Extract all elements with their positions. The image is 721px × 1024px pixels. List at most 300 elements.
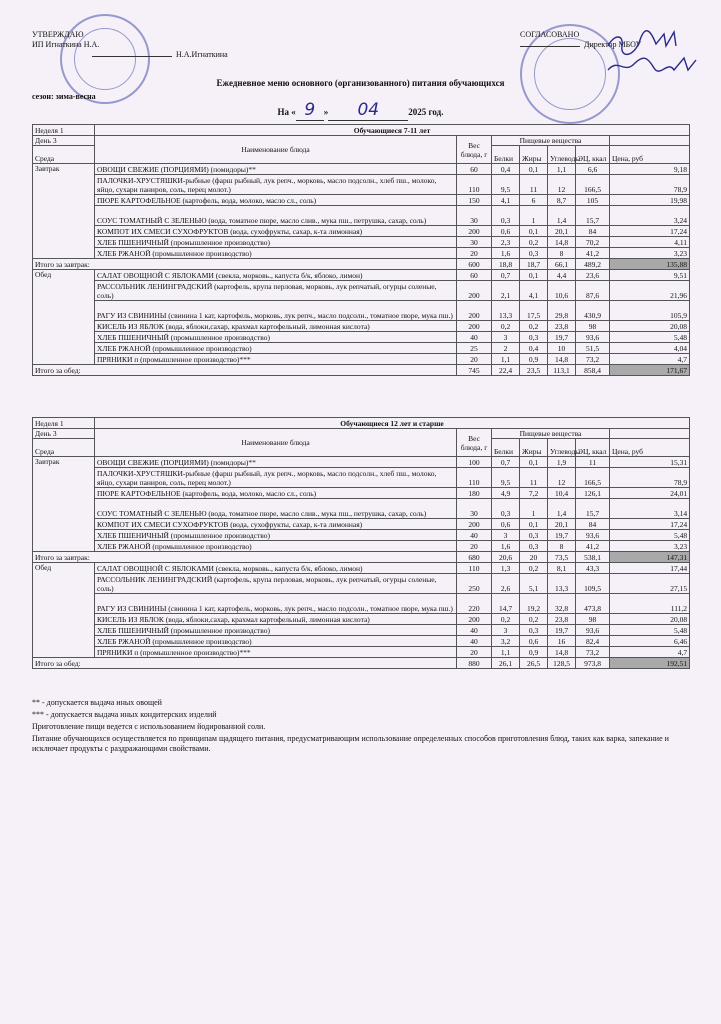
dish-fat: 0,3 (520, 530, 548, 541)
dish-energy: 93,6 (576, 625, 610, 636)
dish-weight: 20 (457, 541, 492, 552)
dish-protein: 4,1 (492, 195, 520, 206)
dish-fat: 0,2 (520, 237, 548, 248)
col-protein-header: Белки (492, 146, 520, 164)
dish-protein: 14,7 (492, 594, 520, 614)
table-row (33, 281, 690, 301)
total-fat: 23,5 (520, 365, 548, 376)
col-carb-header: Углеводы (548, 439, 576, 457)
dish-energy: 166,5 (576, 468, 610, 488)
dish-name: ХЛЕБ ПШЕНИЧНЫЙ (промышленное производство) (95, 237, 457, 248)
dish-protein: 1,3 (492, 563, 520, 574)
total-row (33, 365, 690, 376)
table-row (33, 301, 690, 321)
dish-weight: 200 (457, 321, 492, 332)
dish-fat: 0,3 (520, 248, 548, 259)
total-protein: 26,1 (492, 658, 520, 669)
dish-protein: 9,5 (492, 468, 520, 488)
dish-name: ОВОЩИ СВЕЖИЕ (ПОРЦИЯМИ) (помидоры)** (95, 164, 457, 175)
week-label: Неделя 1 (33, 125, 95, 136)
dish-name: ПЮРЕ КАРТОФЕЛЬНОЕ (картофель, вода, молоко, масло сл., соль) (95, 488, 457, 499)
weekday-label: Среда (33, 439, 95, 457)
col-price-header: Цена, руб (610, 439, 690, 457)
dish-name: КОМПОТ ИХ СМЕСИ СУХОФРУКТОВ (вода, сухофрукты, сахар, к-та лимонная) (95, 226, 457, 237)
dish-carb: 16 (548, 636, 576, 647)
dish-price: 15,31 (610, 457, 690, 468)
dish-protein: 1,6 (492, 248, 520, 259)
dish-name: ХЛЕБ РЖАНОЙ (промышленное производство) (95, 248, 457, 259)
dish-price: 19,98 (610, 195, 690, 206)
dish-weight: 40 (457, 625, 492, 636)
dish-price: 20,08 (610, 614, 690, 625)
dish-carb: 4,4 (548, 270, 576, 281)
total-protein: 20,6 (492, 552, 520, 563)
dish-fat: 7,2 (520, 488, 548, 499)
dish-weight: 25 (457, 343, 492, 354)
total-label: Итого за завтрак: (33, 259, 457, 270)
dish-energy: 430,9 (576, 301, 610, 321)
empty-cell (610, 429, 690, 439)
total-protein: 18,8 (492, 259, 520, 270)
dish-energy: 73,2 (576, 647, 610, 658)
dish-name: ХЛЕБ РЖАНОЙ (промышленное производство) (95, 343, 457, 354)
total-weight: 745 (457, 365, 492, 376)
dish-price: 4,11 (610, 237, 690, 248)
dish-weight: 60 (457, 164, 492, 175)
dish-price: 6,46 (610, 636, 690, 647)
dish-name: РАССОЛЬНИК ЛЕНИНГРАДСКИЙ (картофель, крупа перловая, морковь, лук репчатый, огурцы соленые, соль) (95, 281, 457, 301)
dish-name: КИСЕЛЬ ИЗ ЯБЛОК (вода, яблоки,сахар, крахмал картофельный, лимонная кислота) (95, 321, 457, 332)
dish-price: 4,7 (610, 354, 690, 365)
dish-protein: 0,7 (492, 270, 520, 281)
table-row (33, 574, 690, 594)
dish-price: 5,48 (610, 530, 690, 541)
dish-name: ПАЛОЧКИ-ХРУСТЯШКИ-рыбные (фарш рыбный, лук репч., морковь, масло подсолн., хлеб пш., молоко, яйцо, сухари паниров, соль, перец молот.) (95, 468, 457, 488)
dish-energy: 6,6 (576, 164, 610, 175)
note-2: *** - допускается выдача иных кондитерских изделий (32, 710, 217, 719)
dish-price: 3,24 (610, 206, 690, 226)
total-weight: 600 (457, 259, 492, 270)
total-weight: 880 (457, 658, 492, 669)
dish-name: СОУС ТОМАТНЫЙ С ЗЕЛЕНЬЮ (вода, томатное пюре, масло слив., мука пш., петрушка, сахар, соль) (95, 499, 457, 519)
table-row (33, 343, 690, 354)
dish-protein: 3 (492, 530, 520, 541)
dish-carb: 8,7 (548, 195, 576, 206)
dish-fat: 0,9 (520, 354, 548, 365)
total-weight: 680 (457, 552, 492, 563)
dish-carb: 10 (548, 343, 576, 354)
dish-price: 4,7 (610, 647, 690, 658)
dish-protein: 2,1 (492, 281, 520, 301)
dish-price: 3,23 (610, 248, 690, 259)
group-title: Обучающиеся 7-11 лет (95, 125, 690, 136)
table-row (33, 206, 690, 226)
dish-fat: 0,1 (520, 164, 548, 175)
dish-fat: 17,5 (520, 301, 548, 321)
dish-carb: 10,4 (548, 488, 576, 499)
note-4: Питание обучающихся осуществляется по принципам щадящего питания, предусматривающим использование определенных способов приготовления блюд, таких как варка, запекание и исключает продукты с раздражающими свойствами. (32, 734, 669, 753)
col-nutrients-header: Пищевые вещества (492, 429, 610, 439)
dish-protein: 3 (492, 332, 520, 343)
dish-carb: 12 (548, 468, 576, 488)
empty-cell (610, 136, 690, 146)
dish-fat: 0,2 (520, 563, 548, 574)
total-carb: 113,1 (548, 365, 576, 376)
dish-carb: 20,1 (548, 226, 576, 237)
table-row (33, 270, 690, 281)
dish-protein: 0,4 (492, 164, 520, 175)
note-1: ** - допускается выдача иных овощей (32, 698, 162, 707)
note-3: Приготовление пищи ведется с использованием йодированной соли. (32, 722, 266, 731)
dish-name: ХЛЕБ ПШЕНИЧНЫЙ (промышленное производство) (95, 625, 457, 636)
dish-price: 21,96 (610, 281, 690, 301)
col-fat-header: Жиры (520, 146, 548, 164)
meal-label: Завтрак (33, 164, 95, 259)
dish-price: 5,48 (610, 625, 690, 636)
date-line: На « 9 » 04 2025 год. (277, 100, 444, 120)
dish-energy: 23,6 (576, 270, 610, 281)
col-name-header: Наименование блюда (95, 136, 457, 164)
table-row (33, 647, 690, 658)
dish-weight: 200 (457, 281, 492, 301)
total-energy: 489,2 (576, 259, 610, 270)
dish-carb: 20,1 (548, 519, 576, 530)
dish-protein: 1,6 (492, 541, 520, 552)
dish-protein: 1,1 (492, 354, 520, 365)
dish-name: ПАЛОЧКИ-ХРУСТЯШКИ-рыбные (фарш рыбный, лук репч., морковь, масло подсолн., хлеб пш., молоко, яйцо, сухари паниров, соль, перец молот.) (95, 175, 457, 195)
dish-protein: 0,2 (492, 614, 520, 625)
table-row (33, 237, 690, 248)
dish-weight: 40 (457, 332, 492, 343)
approve-name: Н.А.Игнаткина (176, 50, 228, 59)
dish-weight: 60 (457, 270, 492, 281)
dish-fat: 0,1 (520, 519, 548, 530)
dish-weight: 20 (457, 647, 492, 658)
total-fat: 26,5 (520, 658, 548, 669)
table-row (33, 530, 690, 541)
dish-fat: 0,9 (520, 647, 548, 658)
total-price: 171,67 (610, 365, 690, 376)
dish-energy: 82,4 (576, 636, 610, 647)
table-row (33, 321, 690, 332)
dish-name: РАССОЛЬНИК ЛЕНИНГРАДСКИЙ (картофель, крупа перловая, морковь, лук репчатый, огурцы соленые, соль) (95, 574, 457, 594)
header-row (33, 125, 690, 136)
table-row (33, 636, 690, 647)
dish-carb: 1,9 (548, 457, 576, 468)
dish-carb: 29,8 (548, 301, 576, 321)
dish-protein: 0,7 (492, 457, 520, 468)
dish-energy: 126,1 (576, 488, 610, 499)
total-row (33, 552, 690, 563)
col-energy-header: ЭЦ, ккал (576, 439, 610, 457)
dish-carb: 14,8 (548, 237, 576, 248)
dish-protein: 3 (492, 625, 520, 636)
dish-name: ХЛЕБ ПШЕНИЧНЫЙ (промышленное производство) (95, 332, 457, 343)
col-weight-header: Вес блюда, г (457, 429, 492, 457)
dish-fat: 4,1 (520, 281, 548, 301)
dish-fat: 0,4 (520, 343, 548, 354)
dish-carb: 8,1 (548, 563, 576, 574)
total-carb: 128,5 (548, 658, 576, 669)
header-row (33, 418, 690, 429)
dish-carb: 23,8 (548, 321, 576, 332)
total-label: Итого за завтрак: (33, 552, 457, 563)
dish-name: ПРЯНИКИ п (промышленное производство)*** (95, 647, 457, 658)
dish-fat: 0,1 (520, 226, 548, 237)
dish-energy: 41,2 (576, 248, 610, 259)
dish-energy: 70,2 (576, 237, 610, 248)
dish-name: ХЛЕБ РЖАНОЙ (промышленное производство) (95, 541, 457, 552)
total-energy: 858,4 (576, 365, 610, 376)
season: сезон: зима-весна (32, 92, 96, 101)
page-title: Ежедневное меню основного (организованного) питания обучающихся (216, 78, 505, 88)
dish-fat: 0,1 (520, 270, 548, 281)
dish-price: 111,2 (610, 594, 690, 614)
dish-energy: 73,2 (576, 354, 610, 365)
dish-name: САЛАТ ОВОЩНОЙ С ЯБЛОКАМИ (свекла, морковь., капуста б/к, яблоко, лимон) (95, 563, 457, 574)
notes (32, 698, 692, 756)
table-row (33, 614, 690, 625)
dish-weight: 110 (457, 563, 492, 574)
dish-energy: 93,6 (576, 530, 610, 541)
dish-carb: 13,3 (548, 574, 576, 594)
col-nutrients-header: Пищевые вещества (492, 136, 610, 146)
dish-weight: 20 (457, 354, 492, 365)
approve-line1: ИП Игнаткина Н.А. (32, 40, 100, 49)
dish-price: 9,18 (610, 164, 690, 175)
dish-carb: 14,8 (548, 647, 576, 658)
dish-protein: 0,3 (492, 499, 520, 519)
total-label: Итого за обед: (33, 365, 457, 376)
total-price: 135,88 (610, 259, 690, 270)
total-fat: 18,7 (520, 259, 548, 270)
table-row (33, 354, 690, 365)
dish-energy: 51,5 (576, 343, 610, 354)
dish-name: КИСЕЛЬ ИЗ ЯБЛОК (вода, яблоки,сахар, крахмал картофельный, лимонная кислота) (95, 614, 457, 625)
dish-protein: 1,1 (492, 647, 520, 658)
dish-carb: 14,8 (548, 354, 576, 365)
dish-price: 17,44 (610, 563, 690, 574)
agree-line1: Директор МБОУ (584, 40, 642, 49)
dish-energy: 166,5 (576, 175, 610, 195)
dish-protein: 2 (492, 343, 520, 354)
total-protein: 22,4 (492, 365, 520, 376)
dish-weight: 180 (457, 488, 492, 499)
meal-label: Обед (33, 563, 95, 658)
dish-weight: 110 (457, 468, 492, 488)
approve-title: УТВЕРЖДАЮ (32, 30, 84, 39)
dish-carb: 8 (548, 541, 576, 552)
dish-energy: 98 (576, 614, 610, 625)
dish-protein: 0,6 (492, 519, 520, 530)
dish-fat: 0,3 (520, 625, 548, 636)
dish-fat: 1 (520, 499, 548, 519)
dish-name: ПЮРЕ КАРТОФЕЛЬНОЕ (картофель, вода, молоко, масло сл., соль) (95, 195, 457, 206)
dish-price: 27,15 (610, 574, 690, 594)
dish-weight: 200 (457, 301, 492, 321)
group-title: Обучающиеся 12 лет и старше (95, 418, 690, 429)
dish-price: 5,48 (610, 332, 690, 343)
dish-weight: 40 (457, 636, 492, 647)
dish-carb: 1,4 (548, 499, 576, 519)
dish-name: РАГУ ИЗ СВИНИНЫ (свинина 1 кат, картофель, морковь, лук репч., масло подсолн., томатное пюре, мука пш.) (95, 594, 457, 614)
dish-weight: 200 (457, 519, 492, 530)
menu-table-12-plus (32, 417, 690, 669)
dish-fat: 1 (520, 206, 548, 226)
col-fat-header: Жиры (520, 439, 548, 457)
dish-price: 105,9 (610, 301, 690, 321)
dish-energy: 11 (576, 457, 610, 468)
dish-fat: 5,1 (520, 574, 548, 594)
dish-energy: 98 (576, 321, 610, 332)
dish-name: РАГУ ИЗ СВИНИНЫ (свинина 1 кат, картофель, морковь, лук репч., масло подсолн., томатное пюре, мука пш.) (95, 301, 457, 321)
dish-energy: 15,7 (576, 499, 610, 519)
approve-block (32, 30, 228, 60)
dish-fat: 11 (520, 175, 548, 195)
dish-weight: 200 (457, 614, 492, 625)
dish-fat: 0,1 (520, 457, 548, 468)
day-label: День 3 (33, 136, 95, 146)
total-row (33, 658, 690, 669)
dish-energy: 84 (576, 519, 610, 530)
table-row (33, 519, 690, 530)
dish-carb: 19,7 (548, 332, 576, 343)
table-row (33, 594, 690, 614)
dish-price: 24,01 (610, 488, 690, 499)
dish-protein: 13,3 (492, 301, 520, 321)
dish-energy: 109,5 (576, 574, 610, 594)
dish-energy: 41,2 (576, 541, 610, 552)
agree-title: СОГЛАСОВАНО (520, 30, 580, 39)
total-energy: 973,8 (576, 658, 610, 669)
dish-protein: 4,9 (492, 488, 520, 499)
dish-price: 9,51 (610, 270, 690, 281)
total-carb: 73,5 (548, 552, 576, 563)
dish-price: 3,14 (610, 499, 690, 519)
dish-carb: 1,4 (548, 206, 576, 226)
dish-fat: 0,3 (520, 332, 548, 343)
dish-weight: 20 (457, 248, 492, 259)
table-row (33, 625, 690, 636)
dish-carb: 1,1 (548, 164, 576, 175)
dish-fat: 0,3 (520, 541, 548, 552)
dish-fat: 0,2 (520, 321, 548, 332)
table-row (33, 164, 690, 175)
col-weight-header: Вес блюда, г (457, 136, 492, 164)
table-row (33, 541, 690, 552)
dish-name: ОВОЩИ СВЕЖИЕ (ПОРЦИЯМИ) (помидоры)** (95, 457, 457, 468)
dish-protein: 2,3 (492, 237, 520, 248)
total-fat: 20 (520, 552, 548, 563)
dish-protein: 3,2 (492, 636, 520, 647)
dish-weight: 30 (457, 206, 492, 226)
dish-protein: 0,3 (492, 206, 520, 226)
col-energy-header: ЭЦ, ккал (576, 146, 610, 164)
col-name-header: Наименование блюда (95, 429, 457, 457)
dish-weight: 100 (457, 457, 492, 468)
dish-protein: 2,6 (492, 574, 520, 594)
total-price: 147,31 (610, 552, 690, 563)
dish-weight: 250 (457, 574, 492, 594)
dish-carb: 8 (548, 248, 576, 259)
dish-name: КОМПОТ ИХ СМЕСИ СУХОФРУКТОВ (вода, сухофрукты, сахар, к-та лимонная) (95, 519, 457, 530)
dish-price: 17,24 (610, 226, 690, 237)
table-row (33, 457, 690, 468)
header-row (33, 136, 690, 146)
table-row (33, 499, 690, 519)
header-row (33, 429, 690, 439)
dish-carb: 10,6 (548, 281, 576, 301)
dish-energy: 15,7 (576, 206, 610, 226)
table-row (33, 488, 690, 499)
total-label: Итого за обед: (33, 658, 457, 669)
date-month: 04 (328, 100, 408, 121)
dish-weight: 220 (457, 594, 492, 614)
dish-carb: 32,8 (548, 594, 576, 614)
dish-weight: 30 (457, 237, 492, 248)
dish-fat: 19,2 (520, 594, 548, 614)
dish-energy: 105 (576, 195, 610, 206)
dish-carb: 23,8 (548, 614, 576, 625)
meal-label: Обед (33, 270, 95, 365)
dish-carb: 19,7 (548, 625, 576, 636)
dish-energy: 93,6 (576, 332, 610, 343)
total-row (33, 259, 690, 270)
dish-name: ХЛЕБ ПШЕНИЧНЫЙ (промышленное производство) (95, 530, 457, 541)
dish-energy: 87,6 (576, 281, 610, 301)
dish-carb: 12 (548, 175, 576, 195)
weekday-label: Среда (33, 146, 95, 164)
dish-name: ХЛЕБ РЖАНОЙ (промышленное производство) (95, 636, 457, 647)
table-row (33, 332, 690, 343)
dish-protein: 9,5 (492, 175, 520, 195)
table-row (33, 248, 690, 259)
dish-name: СОУС ТОМАТНЫЙ С ЗЕЛЕНЬЮ (вода, томатное пюре, масло слив., мука пш., петрушка, сахар, соль) (95, 206, 457, 226)
table-row (33, 195, 690, 206)
dish-name: ПРЯНИКИ п (промышленное производство)*** (95, 354, 457, 365)
dish-weight: 200 (457, 226, 492, 237)
dish-weight: 30 (457, 499, 492, 519)
table-row (33, 175, 690, 195)
dish-energy: 473,8 (576, 594, 610, 614)
col-protein-header: Белки (492, 439, 520, 457)
dish-energy: 84 (576, 226, 610, 237)
dish-price: 20,08 (610, 321, 690, 332)
dish-price: 3,23 (610, 541, 690, 552)
dish-protein: 0,2 (492, 321, 520, 332)
dish-weight: 110 (457, 175, 492, 195)
day-label: День 3 (33, 429, 95, 439)
dish-price: 78,9 (610, 175, 690, 195)
dish-protein: 0,6 (492, 226, 520, 237)
col-carb-header: Углеводы (548, 146, 576, 164)
dish-weight: 40 (457, 530, 492, 541)
dish-carb: 19,7 (548, 530, 576, 541)
dish-fat: 6 (520, 195, 548, 206)
dish-name: САЛАТ ОВОЩНОЙ С ЯБЛОКАМИ (свекла, морковь., капуста б/к, яблоко, лимон) (95, 270, 457, 281)
dish-price: 4,04 (610, 343, 690, 354)
dish-fat: 0,6 (520, 636, 548, 647)
total-energy: 538,1 (576, 552, 610, 563)
total-price: 192,51 (610, 658, 690, 669)
dish-weight: 150 (457, 195, 492, 206)
signature (604, 28, 700, 78)
total-carb: 66,1 (548, 259, 576, 270)
dish-price: 78,9 (610, 468, 690, 488)
dish-fat: 0,2 (520, 614, 548, 625)
table-row (33, 226, 690, 237)
meal-label: Завтрак (33, 457, 95, 552)
